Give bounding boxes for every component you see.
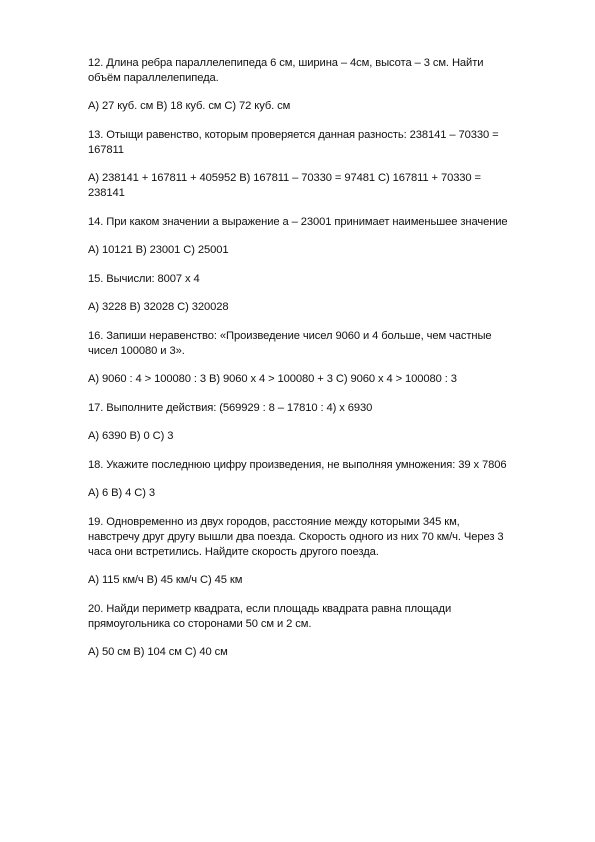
question-text: [88, 515, 538, 560]
answer-options: [88, 645, 538, 660]
answer-options: [88, 243, 538, 258]
answer-options: [88, 372, 538, 387]
question-line: 18. Укажите последнюю цифру произведения, не выполняя умножения: 39 х 7806: [88, 459, 507, 471]
answer-options: [88, 99, 538, 114]
question-text: [88, 458, 538, 473]
question-line: чисел 100080 и 3».: [88, 345, 185, 357]
question-line: 20. Найди периметр квадрата, если площадь квадрата равна площади: [88, 603, 452, 615]
question-line: 14. При каком значении а выражение а – 23001 принимает наименьшее значение: [88, 216, 508, 228]
answer-line: А) 6390 В) 0 С) 3: [88, 430, 174, 442]
answer-options: [88, 300, 538, 315]
question-line: 12. Длина ребра параллелепипеда 6 см, ширина – 4см, высота – 3 см. Найти: [88, 57, 484, 69]
answer-line: А) 27 куб. см В) 18 куб. см С) 72 куб. см: [88, 100, 291, 112]
answer-line: А) 50 см В) 104 см С) 40 см: [88, 646, 228, 658]
question-line: 167811: [88, 144, 124, 156]
question-text: [88, 329, 538, 359]
answer-line: А) 10121 В) 23001 С) 25001: [88, 244, 229, 256]
answer-line: А) 3228 В) 32028 С) 320028: [88, 301, 229, 313]
question-line: 16. Запиши неравенство: «Произведение чисел 9060 и 4 больше, чем частные: [88, 330, 492, 342]
answer-options: [88, 573, 538, 588]
question-line: 15. Вычисли: 8007 х 4: [88, 273, 200, 285]
answer-line: А) 9060 : 4 > 100080 : 3 В) 9060 х 4 > 100080 + 3 С) 9060 х 4 > 100080 : 3: [88, 373, 457, 385]
answer-options: [88, 429, 538, 444]
question-line: навстречу друг другу вышли два поезда. Скорость одного из них 70 км/ч. Через 3: [88, 531, 504, 543]
question-text: [88, 56, 538, 86]
answer-options: [88, 486, 538, 501]
question-line: 17. Выполните действия: (569929 : 8 – 17810 : 4) х 6930: [88, 402, 373, 414]
question-line: часа они встретились. Найдите скорость другого поезда.: [88, 546, 379, 558]
question-text: [88, 128, 538, 158]
question-text: [88, 272, 538, 287]
question-text: [88, 215, 538, 230]
question-line: объём параллелепипеда.: [88, 72, 219, 84]
question-line: прямоугольника со сторонами 50 см и 2 см.: [88, 618, 312, 630]
question-text: [88, 602, 538, 632]
answer-line: А) 238141 + 167811 + 405952 В) 167811 – 70330 = 97481 С) 167811 + 70330 =: [88, 172, 481, 184]
question-text: [88, 401, 538, 416]
answer-options: [88, 171, 538, 201]
question-line: 19. Одновременно из двух городов, расстояние между которыми 345 км,: [88, 516, 460, 528]
answer-line: 238141: [88, 187, 125, 199]
document-page: [88, 56, 538, 674]
answer-line: А) 115 км/ч В) 45 км/ч С) 45 км: [88, 574, 243, 586]
question-line: 13. Отыщи равенство, которым проверяется данная разность: 238141 – 70330 =: [88, 129, 499, 141]
answer-line: А) 6 В) 4 С) 3: [88, 487, 155, 499]
